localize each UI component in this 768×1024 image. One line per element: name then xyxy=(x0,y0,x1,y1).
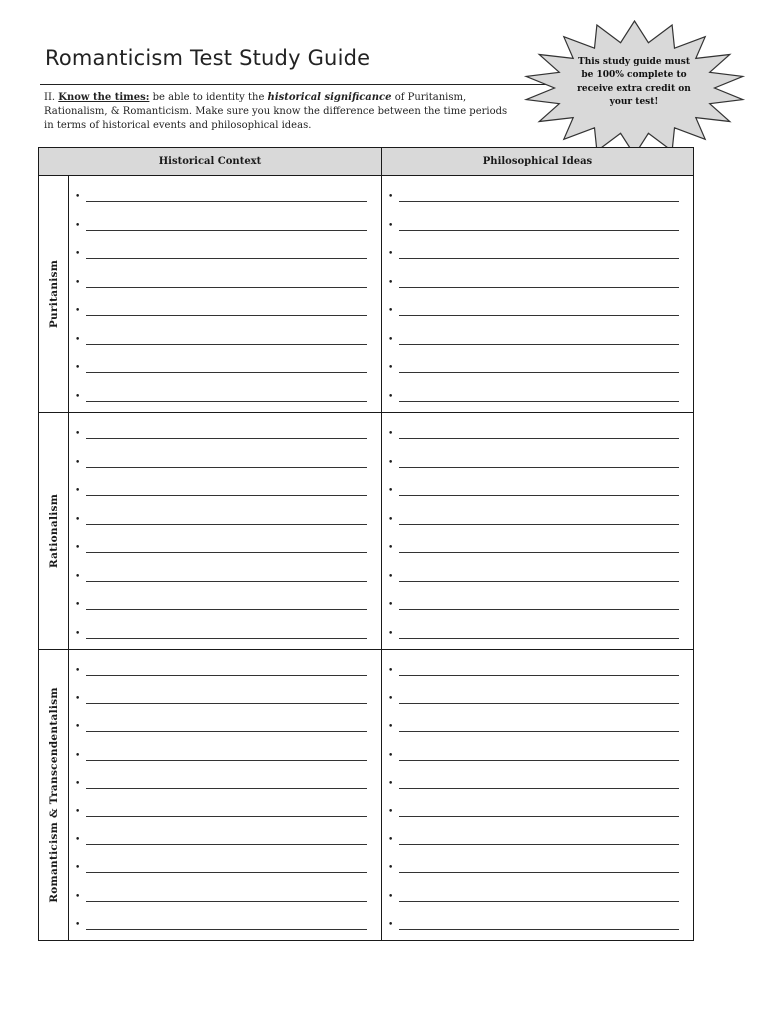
blank-underline[interactable] xyxy=(399,629,679,639)
answer-line[interactable] xyxy=(388,660,679,676)
bullet-marker: • xyxy=(388,722,394,733)
answer-line[interactable] xyxy=(75,716,367,732)
answer-line[interactable] xyxy=(388,480,679,496)
blank-underline[interactable] xyxy=(86,429,367,439)
puritanism-philosophical-ideas-cell xyxy=(382,176,693,412)
bullet-marker: • xyxy=(388,891,394,902)
answer-line[interactable] xyxy=(75,329,367,345)
answer-line[interactable] xyxy=(75,300,367,316)
blank-underline[interactable] xyxy=(86,629,367,639)
blank-underline[interactable] xyxy=(399,429,679,439)
blank-underline[interactable] xyxy=(86,249,367,259)
bullet-marker: • xyxy=(75,391,81,402)
blank-underline[interactable] xyxy=(86,486,367,496)
bullet-marker: • xyxy=(75,600,81,611)
answer-line[interactable] xyxy=(388,914,679,930)
know-the-times-label: Know the times: xyxy=(58,92,150,103)
answer-line[interactable] xyxy=(388,423,679,439)
bullet-marker: • xyxy=(388,486,394,497)
answer-line[interactable] xyxy=(388,566,679,582)
blank-underline[interactable] xyxy=(86,722,367,732)
blank-underline[interactable] xyxy=(399,835,679,845)
bullet-marker: • xyxy=(388,306,394,317)
bullet-marker: • xyxy=(388,750,394,761)
blank-underline[interactable] xyxy=(86,779,367,789)
bullet-marker: • xyxy=(388,807,394,818)
romanticism-philosophical-ideas-cell xyxy=(382,649,693,940)
answer-line[interactable] xyxy=(75,357,367,373)
blank-underline[interactable] xyxy=(86,335,367,345)
answer-line[interactable] xyxy=(75,480,367,496)
bullet-marker: • xyxy=(75,277,81,288)
answer-line[interactable] xyxy=(388,300,679,316)
bullet-marker: • xyxy=(75,835,81,846)
bullet-marker: • xyxy=(75,750,81,761)
bullet-marker: • xyxy=(75,249,81,260)
bullet-marker: • xyxy=(388,666,394,677)
blank-underline[interactable] xyxy=(399,543,679,553)
section-number: II. xyxy=(44,92,59,103)
bullet-marker: • xyxy=(388,571,394,582)
answer-line[interactable] xyxy=(75,745,367,761)
blank-underline[interactable] xyxy=(399,192,679,202)
answer-line[interactable] xyxy=(388,716,679,732)
blank-underline[interactable] xyxy=(399,221,679,231)
answer-line[interactable] xyxy=(388,537,679,553)
answer-line[interactable] xyxy=(75,623,367,639)
romanticism-historical-context-cell xyxy=(69,649,382,940)
answer-line[interactable] xyxy=(75,537,367,553)
blank-underline[interactable] xyxy=(86,694,367,704)
study-guide-table xyxy=(38,147,694,941)
bullet-marker: • xyxy=(75,306,81,317)
blank-underline[interactable] xyxy=(86,863,367,873)
blank-underline[interactable] xyxy=(86,515,367,525)
answer-line[interactable] xyxy=(75,660,367,676)
blank-underline[interactable] xyxy=(86,543,367,553)
blank-underline[interactable] xyxy=(399,751,679,761)
answer-line[interactable] xyxy=(75,594,367,610)
bullet-marker: • xyxy=(388,457,394,468)
bullet-marker: • xyxy=(75,457,81,468)
answer-line[interactable] xyxy=(388,386,679,402)
blank-underline[interactable] xyxy=(86,807,367,817)
bullet-marker: • xyxy=(75,334,81,345)
blank-underline[interactable] xyxy=(86,751,367,761)
blank-underline[interactable] xyxy=(86,458,367,468)
bullet-marker: • xyxy=(75,891,81,902)
bullet-marker: • xyxy=(388,600,394,611)
blank-underline[interactable] xyxy=(399,920,679,930)
answer-line[interactable] xyxy=(75,857,367,873)
blank-underline[interactable] xyxy=(399,863,679,873)
blank-underline[interactable] xyxy=(86,392,367,402)
bullet-marker: • xyxy=(388,391,394,402)
blank-underline[interactable] xyxy=(399,694,679,704)
bullet-marker: • xyxy=(75,919,81,930)
answer-line[interactable] xyxy=(388,801,679,817)
answer-line[interactable] xyxy=(75,215,367,231)
answer-line[interactable] xyxy=(388,773,679,789)
blank-underline[interactable] xyxy=(86,892,367,902)
blank-underline[interactable] xyxy=(399,807,679,817)
row-label-text: Puritanism xyxy=(47,259,60,329)
answer-line[interactable] xyxy=(75,509,367,525)
answer-line[interactable] xyxy=(75,272,367,288)
bullet-marker: • xyxy=(388,514,394,525)
answer-line[interactable] xyxy=(388,215,679,231)
bullet-marker: • xyxy=(75,694,81,705)
answer-line[interactable] xyxy=(75,243,367,259)
answer-line[interactable] xyxy=(388,452,679,468)
answer-line[interactable] xyxy=(75,801,367,817)
rationalism-philosophical-ideas-cell xyxy=(382,412,693,649)
blank-underline[interactable] xyxy=(399,486,679,496)
answer-line[interactable] xyxy=(75,452,367,468)
blank-underline[interactable] xyxy=(86,278,367,288)
bullet-marker: • xyxy=(75,429,81,440)
instructions-text-1: be able to identity the xyxy=(149,92,268,103)
answer-line[interactable] xyxy=(75,186,367,202)
header-philosophical-ideas: Philosophical Ideas xyxy=(382,148,693,176)
bullet-marker: • xyxy=(388,249,394,260)
answer-line[interactable] xyxy=(75,423,367,439)
bullet-marker: • xyxy=(75,514,81,525)
bullet-marker: • xyxy=(388,277,394,288)
blank-underline[interactable] xyxy=(399,600,679,610)
bullet-marker: • xyxy=(388,863,394,874)
bullet-marker: • xyxy=(388,628,394,639)
bullet-marker: • xyxy=(388,363,394,374)
blank-underline[interactable] xyxy=(86,192,367,202)
blank-underline[interactable] xyxy=(399,306,679,316)
blank-underline[interactable] xyxy=(399,278,679,288)
answer-line[interactable] xyxy=(388,745,679,761)
answer-line[interactable] xyxy=(388,829,679,845)
blank-underline[interactable] xyxy=(86,572,367,582)
blank-underline[interactable] xyxy=(86,363,367,373)
blank-underline[interactable] xyxy=(86,221,367,231)
blank-underline[interactable] xyxy=(399,722,679,732)
answer-line[interactable] xyxy=(388,329,679,345)
bullet-marker: • xyxy=(388,543,394,554)
bullet-marker: • xyxy=(388,429,394,440)
bullet-marker: • xyxy=(75,807,81,818)
bullet-marker: • xyxy=(388,220,394,231)
extra-credit-callout-text: This study guide must be 100% complete to receive extra credit on your test! xyxy=(577,57,691,107)
answer-line[interactable] xyxy=(75,773,367,789)
answer-line[interactable] xyxy=(75,386,367,402)
bullet-marker: • xyxy=(75,722,81,733)
page-title: Romanticism Test Study Guide xyxy=(45,46,371,70)
answer-line[interactable] xyxy=(388,886,679,902)
historical-significance-emphasis: historical significance xyxy=(267,92,392,103)
bullet-marker: • xyxy=(75,666,81,677)
answer-line[interactable] xyxy=(75,829,367,845)
bullet-marker: • xyxy=(388,919,394,930)
answer-line[interactable] xyxy=(388,688,679,704)
bullet-marker: • xyxy=(75,628,81,639)
header-historical-context: Historical Context xyxy=(39,148,382,176)
title-divider xyxy=(40,84,560,85)
bullet-marker: • xyxy=(75,220,81,231)
instructions-paragraph xyxy=(44,91,514,133)
row-label-text: Romanticism & Transcendentalism xyxy=(47,687,60,903)
bullet-marker: • xyxy=(75,543,81,554)
bullet-marker: • xyxy=(75,486,81,497)
blank-underline[interactable] xyxy=(399,249,679,259)
bullet-marker: • xyxy=(75,571,81,582)
bullet-marker: • xyxy=(388,778,394,789)
answer-line[interactable] xyxy=(388,186,679,202)
rationalism-historical-context-cell xyxy=(69,412,382,649)
instructions-text-2: of Puritanism, Rationalism, & Romanticism. Make sure you know the difference between the time periods in terms of historical events and philosophical ideas. xyxy=(44,92,508,131)
answer-line[interactable] xyxy=(75,566,367,582)
blank-underline[interactable] xyxy=(399,779,679,789)
bullet-marker: • xyxy=(75,778,81,789)
blank-underline[interactable] xyxy=(399,572,679,582)
bullet-marker: • xyxy=(75,863,81,874)
answer-line[interactable] xyxy=(75,688,367,704)
answer-line[interactable] xyxy=(388,357,679,373)
blank-underline[interactable] xyxy=(399,892,679,902)
blank-underline[interactable] xyxy=(86,600,367,610)
blank-underline[interactable] xyxy=(399,666,679,676)
row-label-rationalism xyxy=(39,412,69,649)
blank-underline[interactable] xyxy=(399,392,679,402)
bullet-marker: • xyxy=(388,334,394,345)
blank-underline[interactable] xyxy=(86,920,367,930)
row-label-text: Rationalism xyxy=(47,493,60,569)
blank-underline[interactable] xyxy=(399,363,679,373)
bullet-marker: • xyxy=(388,835,394,846)
answer-line[interactable] xyxy=(388,857,679,873)
answer-line[interactable] xyxy=(388,243,679,259)
answer-line[interactable] xyxy=(75,914,367,930)
blank-underline[interactable] xyxy=(86,835,367,845)
bullet-marker: • xyxy=(388,192,394,203)
answer-line[interactable] xyxy=(388,594,679,610)
row-label-romanticism-transcendentalism xyxy=(39,649,69,940)
answer-line[interactable] xyxy=(75,886,367,902)
blank-underline[interactable] xyxy=(399,458,679,468)
answer-line[interactable] xyxy=(388,509,679,525)
answer-line[interactable] xyxy=(388,623,679,639)
bullet-marker: • xyxy=(75,363,81,374)
blank-underline[interactable] xyxy=(399,335,679,345)
answer-line[interactable] xyxy=(388,272,679,288)
blank-underline[interactable] xyxy=(86,666,367,676)
row-label-puritanism xyxy=(39,176,69,412)
blank-underline[interactable] xyxy=(399,515,679,525)
puritanism-historical-context-cell xyxy=(69,176,382,412)
bullet-marker: • xyxy=(75,192,81,203)
blank-underline[interactable] xyxy=(86,306,367,316)
bullet-marker: • xyxy=(388,694,394,705)
